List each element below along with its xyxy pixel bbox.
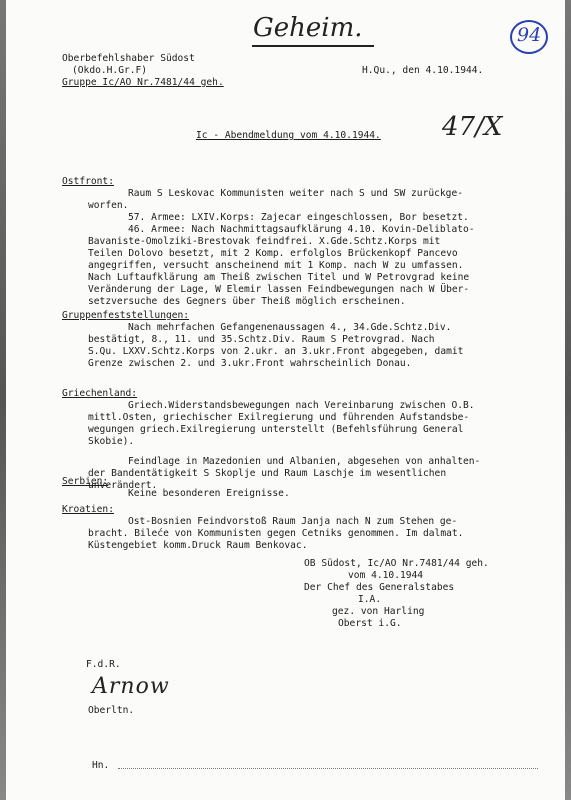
handwritten-signature: Arnow xyxy=(92,674,170,699)
griechenland-line-7: unverändert. xyxy=(88,480,158,491)
kroatien-text xyxy=(88,516,528,552)
heading-griechenland: Griechenland: xyxy=(62,388,138,399)
gruppen-line-2: bestätigt, 8., 11. und 35.Schtz.Div. Raum S Petrovgrad. Nach xyxy=(88,334,435,345)
sig-line-2: vom 4.10.1944 xyxy=(348,570,424,581)
scan-right-edge xyxy=(565,0,571,800)
ostfront-line-1: Raum S Leskovac Kommunisten weiter nach S und SW zurückge- xyxy=(128,188,464,199)
place-date: H.Qu., den 4.10.1944. xyxy=(362,65,484,76)
sender-line-2: (Okdo.H.Gr.F) xyxy=(72,65,148,76)
heading-gruppenfeststellungen: Gruppenfeststellungen: xyxy=(62,310,190,321)
ostfront-line-8: Nach Luftaufklärung am Theiß zwischen Titel und W Petrovgrad keine xyxy=(88,272,470,283)
griechenland-text xyxy=(88,400,528,448)
ostfront-text xyxy=(88,188,528,308)
griechenland-line-5: Feindlage in Mazedonien und Albanien, abgesehen von anhalten- xyxy=(128,456,481,467)
bottom-dotted-line xyxy=(118,768,538,770)
report-title: Ic - Abendmeldung vom 4.10.1944. xyxy=(196,130,381,141)
heading-kroatien: Kroatien: xyxy=(62,504,114,515)
sig-line-1: OB Südost, Ic/AO Nr.7481/44 geh. xyxy=(304,558,489,569)
heading-serbien: Serbien: xyxy=(62,476,109,487)
hn-label: Hn. xyxy=(92,760,110,771)
griechenland-text-2 xyxy=(88,456,528,492)
sig-line-5: gez. von Harling xyxy=(332,606,425,617)
ostfront-line-10: setzversuche des Gegners über Theiß möglich erscheinen. xyxy=(88,296,406,307)
ostfront-line-6: Teilen Dolovo besetzt, mit 2 Komp. erfolglos Brückenkopf Pancevo xyxy=(88,248,458,259)
fdr-label: F.d.R. xyxy=(86,659,121,670)
ostfront-line-7: angegriffen, versucht anscheinend mit 1 Komp. nach W zu umfassen. xyxy=(88,260,464,271)
kroatien-line-3: Küstengebiet komm.Druck Raum Benkovac. xyxy=(88,540,308,551)
sig-line-4: I.A. xyxy=(358,594,382,605)
kroatien-line-1: Ost-Bosnien Feindvorstoß Raum Janja nach N zum Stehen ge- xyxy=(128,516,458,527)
page-number: 94 xyxy=(517,24,542,46)
ostfront-line-3: 57. Armee: LXIV.Korps: Zajecar eingeschlossen, Bor besetzt. xyxy=(128,212,469,223)
griechenland-line-2: mittl.Osten, griechischer Exilregierung und führenden Aufstandsbe- xyxy=(88,412,470,423)
sender-line-1: Oberbefehlshaber Südost xyxy=(62,53,195,64)
file-mark: 47/X xyxy=(442,112,503,142)
rank-label: Oberltn. xyxy=(88,705,135,716)
stamp-underline xyxy=(252,45,374,47)
griechenland-line-4: Skobie). xyxy=(88,436,135,447)
scan-left-edge xyxy=(0,0,6,800)
sig-line-6: Oberst i.G. xyxy=(338,618,402,629)
griechenland-line-6: der Bandentätigkeit S Skoplje und Raum Laschje im wesentlichen xyxy=(88,468,447,479)
sender-line-3: Gruppe Ic/AO Nr.7481/44 geh. xyxy=(62,77,224,88)
geheim-stamp: Geheim. xyxy=(253,13,363,43)
griechenland-line-1: Griech.Widerstandsbewegungen nach Vereinbarung zwischen O.B. xyxy=(128,400,475,411)
ostfront-line-4: 46. Armee: Nach Nachmittagsaufklärung 4.10. Kovin-Deliblato- xyxy=(128,224,475,235)
sig-line-3: Der Chef des Generalstabes xyxy=(304,582,455,593)
griechenland-line-3: wegungen griech.Exilregierung unterstellt (Befehlsführung General xyxy=(88,424,464,435)
kroatien-line-2: bracht. Bileće von Kommunisten gegen Cetniks genommen. Im dalmat. xyxy=(88,528,464,539)
serbien-text: Keine besonderen Ereignisse. xyxy=(128,488,290,499)
ostfront-line-5: Bavaniste-Omolziki-Brestovak feindfrei. X.Gde.Schtz.Korps mit xyxy=(88,236,441,247)
gruppen-text xyxy=(88,322,528,370)
gruppen-line-4: Grenze zwischen 2. und 3.ukr.Front wahrscheinlich Donau. xyxy=(88,358,412,369)
ostfront-line-2: worfen. xyxy=(88,200,129,211)
ostfront-line-9: Veränderung der Lage, W Elemir lassen Feindbewegungen nach W Über- xyxy=(88,284,470,295)
gruppen-line-1: Nach mehrfachen Gefangenenaussagen 4., 34.Gde.Schtz.Div. xyxy=(128,322,452,333)
heading-ostfront: Ostfront: xyxy=(62,176,114,187)
gruppen-line-3: S.Qu. LXXV.Schtz.Korps von 2.ukr. an 3.ukr.Front abgegeben, damit xyxy=(88,346,464,357)
